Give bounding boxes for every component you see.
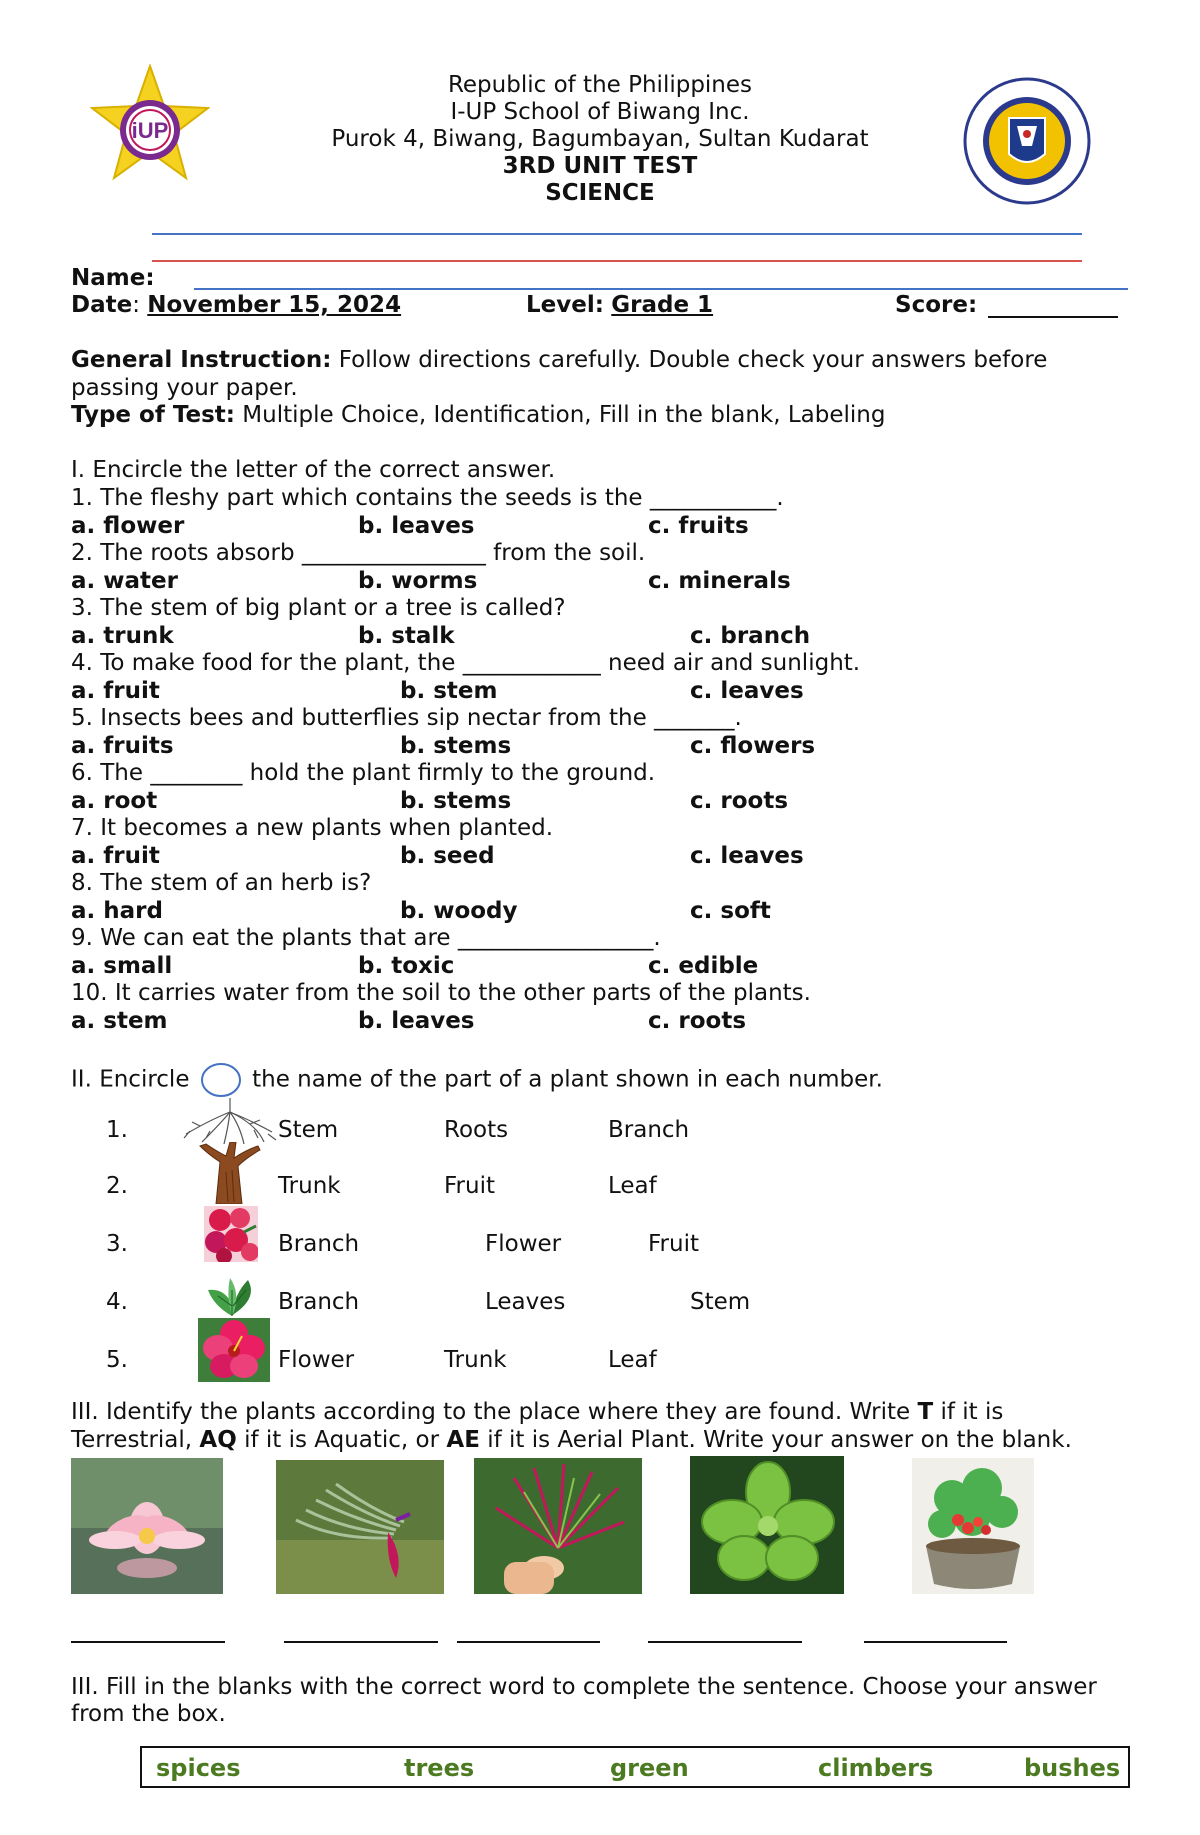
- part3-AQ: AQ: [199, 1427, 237, 1453]
- part2-option[interactable]: Stem: [690, 1289, 751, 1315]
- part2-title-before: II. Encircle: [71, 1066, 190, 1093]
- part2-option[interactable]: Branch: [608, 1117, 690, 1143]
- part2-option[interactable]: Fruit: [648, 1231, 699, 1257]
- flower-icon: [198, 1318, 270, 1382]
- part2-item-number: 2.: [106, 1173, 128, 1199]
- choice-b[interactable]: b. leaves: [358, 1008, 475, 1034]
- type-of-test: [71, 401, 885, 429]
- answer-line-2[interactable]: [284, 1641, 438, 1643]
- answer-line-3[interactable]: [457, 1641, 600, 1643]
- choice-b[interactable]: b. stems: [400, 788, 512, 814]
- general-instruction-label: General Instruction:: [71, 347, 332, 373]
- date-label: Date: [71, 292, 133, 318]
- choice-c[interactable]: c. branch: [690, 623, 811, 649]
- part2-item-number: 4.: [106, 1289, 128, 1315]
- part2-option[interactable]: Stem: [278, 1117, 339, 1143]
- header-school: I-UP School of Biwang Inc.: [450, 99, 750, 125]
- water-lily-photo: [71, 1458, 223, 1594]
- leaves-icon: [204, 1276, 260, 1316]
- tillandsia-photo: [474, 1458, 642, 1594]
- header-blue-line: [152, 233, 1082, 235]
- word-box-item: climbers: [818, 1754, 934, 1782]
- word-box-item: trees: [404, 1754, 475, 1782]
- choice-b[interactable]: b. stem: [400, 678, 498, 704]
- part3-instruction-line1: [71, 1398, 1003, 1426]
- word-box-item: bushes: [1024, 1754, 1121, 1782]
- choice-c[interactable]: c. edible: [648, 953, 759, 979]
- date-colon: :: [132, 292, 140, 318]
- part2-item-number: 5.: [106, 1347, 128, 1373]
- choice-a[interactable]: a. stem: [71, 1008, 168, 1034]
- question-8: 8. The stem of an herb is?: [71, 870, 372, 896]
- part3-text-4: if it is Aquatic, or: [236, 1427, 447, 1453]
- choice-a[interactable]: a. flower: [71, 513, 185, 539]
- choice-a[interactable]: a. water: [71, 568, 178, 594]
- part2-option[interactable]: Flower: [278, 1347, 355, 1373]
- choice-b[interactable]: b. leaves: [358, 513, 475, 539]
- part3-instruction-line2: [71, 1426, 1072, 1454]
- choice-c[interactable]: c. fruits: [648, 513, 749, 539]
- choice-b[interactable]: b. stalk: [358, 623, 455, 649]
- question-10: 10. It carries water from the soil to the other parts of the plants.: [71, 980, 811, 1006]
- choice-a[interactable]: a. fruit: [71, 843, 160, 869]
- header-test-title: 3RD UNIT TEST: [502, 153, 698, 179]
- date-value: November 15, 2024: [147, 292, 402, 318]
- answer-line-4[interactable]: [648, 1641, 802, 1643]
- date-row: [71, 291, 401, 319]
- name-field-line[interactable]: [194, 288, 1128, 290]
- part2-option[interactable]: Leaves: [485, 1289, 566, 1315]
- choice-b[interactable]: b. toxic: [358, 953, 455, 979]
- potted-tomato-photo: [912, 1458, 1034, 1594]
- choice-c[interactable]: c. soft: [690, 898, 771, 924]
- question-7: 7. It becomes a new plants when planted.: [71, 815, 554, 841]
- part3-text-3: Terrestrial,: [71, 1427, 200, 1453]
- choice-a[interactable]: a. fruits: [71, 733, 174, 759]
- part2-option[interactable]: Leaf: [608, 1347, 657, 1373]
- question-4: 4. To make food for the plant, the ____________ need air and sunlight.: [71, 650, 861, 676]
- part2-option[interactable]: Flower: [485, 1231, 562, 1257]
- level-value: Grade 1: [611, 292, 714, 318]
- question-5: 5. Insects bees and butterflies sip nectar from the _______.: [71, 705, 742, 731]
- part2-option[interactable]: Roots: [444, 1117, 509, 1143]
- question-1: 1. The fleshy part which contains the seeds is the ___________.: [71, 485, 784, 511]
- part2-item-number: 3.: [106, 1231, 128, 1257]
- score-field-line[interactable]: [988, 316, 1118, 318]
- name-label: Name:: [71, 265, 155, 291]
- header-red-line: [152, 260, 1082, 262]
- part3-text-2: if it is: [933, 1399, 1004, 1425]
- level-row: [526, 291, 713, 319]
- choice-c[interactable]: c. roots: [690, 788, 789, 814]
- word-box: [140, 1746, 1130, 1788]
- header-subject: SCIENCE: [545, 180, 655, 206]
- question-2: 2. The roots absorb ________________ from the soil.: [71, 540, 646, 566]
- part3-AE: AE: [446, 1427, 480, 1453]
- part3-text-5: if it is Aerial Plant. Write your answer on the blank.: [479, 1427, 1072, 1453]
- part3-text-1: III. Identify the plants according to the place where they are found. Write: [71, 1399, 918, 1425]
- part2-title: [71, 1062, 883, 1098]
- part3-T: T: [917, 1399, 934, 1425]
- general-instruction-cont: passing your paper.: [71, 375, 298, 401]
- choice-a[interactable]: a. root: [71, 788, 158, 814]
- type-of-test-text: Multiple Choice, Identification, Fill in the blank, Labeling: [234, 402, 886, 428]
- part2-option[interactable]: Fruit: [444, 1173, 495, 1199]
- choice-b[interactable]: b. stems: [400, 733, 512, 759]
- part2-option[interactable]: Trunk: [278, 1173, 341, 1199]
- choice-c[interactable]: c. roots: [648, 1008, 747, 1034]
- question-6: 6. The ________ hold the plant firmly to the ground.: [71, 760, 656, 786]
- header-address: Purok 4, Biwang, Bagumbayan, Sultan Kudarat: [331, 126, 869, 152]
- part2-title-after: the name of the part of a plant shown in each number.: [252, 1066, 883, 1093]
- question-9: 9. We can eat the plants that are _________________.: [71, 925, 661, 951]
- word-box-item: green: [610, 1754, 689, 1782]
- choice-b[interactable]: b. worms: [358, 568, 478, 594]
- question-3: 3. The stem of big plant or a tree is called?: [71, 595, 566, 621]
- score-label: Score:: [895, 292, 978, 318]
- part2-option[interactable]: Branch: [278, 1231, 360, 1257]
- choice-c[interactable]: c. leaves: [690, 678, 804, 704]
- circle-icon: [201, 1062, 241, 1098]
- air-plant-photo: [276, 1460, 444, 1594]
- part2-option[interactable]: Branch: [278, 1289, 360, 1315]
- part4-instruction-line1: III. Fill in the blanks with the correct word to complete the sentence. Choose your answer: [71, 1674, 1097, 1700]
- part2-option[interactable]: Leaf: [608, 1173, 657, 1199]
- choice-a[interactable]: a. trunk: [71, 623, 174, 649]
- choice-a[interactable]: a. small: [71, 953, 173, 979]
- type-of-test-label: Type of Test:: [71, 402, 235, 428]
- part1-title: I. Encircle the letter of the correct answer.: [71, 457, 556, 483]
- answer-line-5[interactable]: [864, 1641, 1007, 1643]
- part2-option[interactable]: Trunk: [444, 1347, 507, 1373]
- header-country: Republic of the Philippines: [447, 72, 753, 98]
- general-instruction: [71, 346, 1047, 374]
- svg-text:iUP: iUP: [131, 118, 169, 143]
- general-instruction-text: Follow directions carefully. Double check your answers before: [331, 347, 1048, 373]
- choice-b[interactable]: b. seed: [400, 843, 495, 869]
- part2-item-number: 1.: [106, 1117, 128, 1143]
- part4-instruction-line2: from the box.: [71, 1701, 226, 1727]
- roots-icon: [180, 1098, 280, 1144]
- fruit-icon: [204, 1206, 258, 1262]
- choice-c[interactable]: c. leaves: [690, 843, 804, 869]
- word-box-item: spices: [156, 1754, 241, 1782]
- level-label: Level:: [526, 292, 604, 318]
- trunk-icon: [196, 1142, 262, 1204]
- choice-b[interactable]: b. woody: [400, 898, 518, 924]
- choice-a[interactable]: a. fruit: [71, 678, 160, 704]
- choice-a[interactable]: a. hard: [71, 898, 163, 924]
- choice-c[interactable]: c. minerals: [648, 568, 791, 594]
- answer-line-1[interactable]: [71, 1641, 225, 1643]
- water-lettuce-photo: [690, 1456, 844, 1594]
- choice-c[interactable]: c. flowers: [690, 733, 816, 759]
